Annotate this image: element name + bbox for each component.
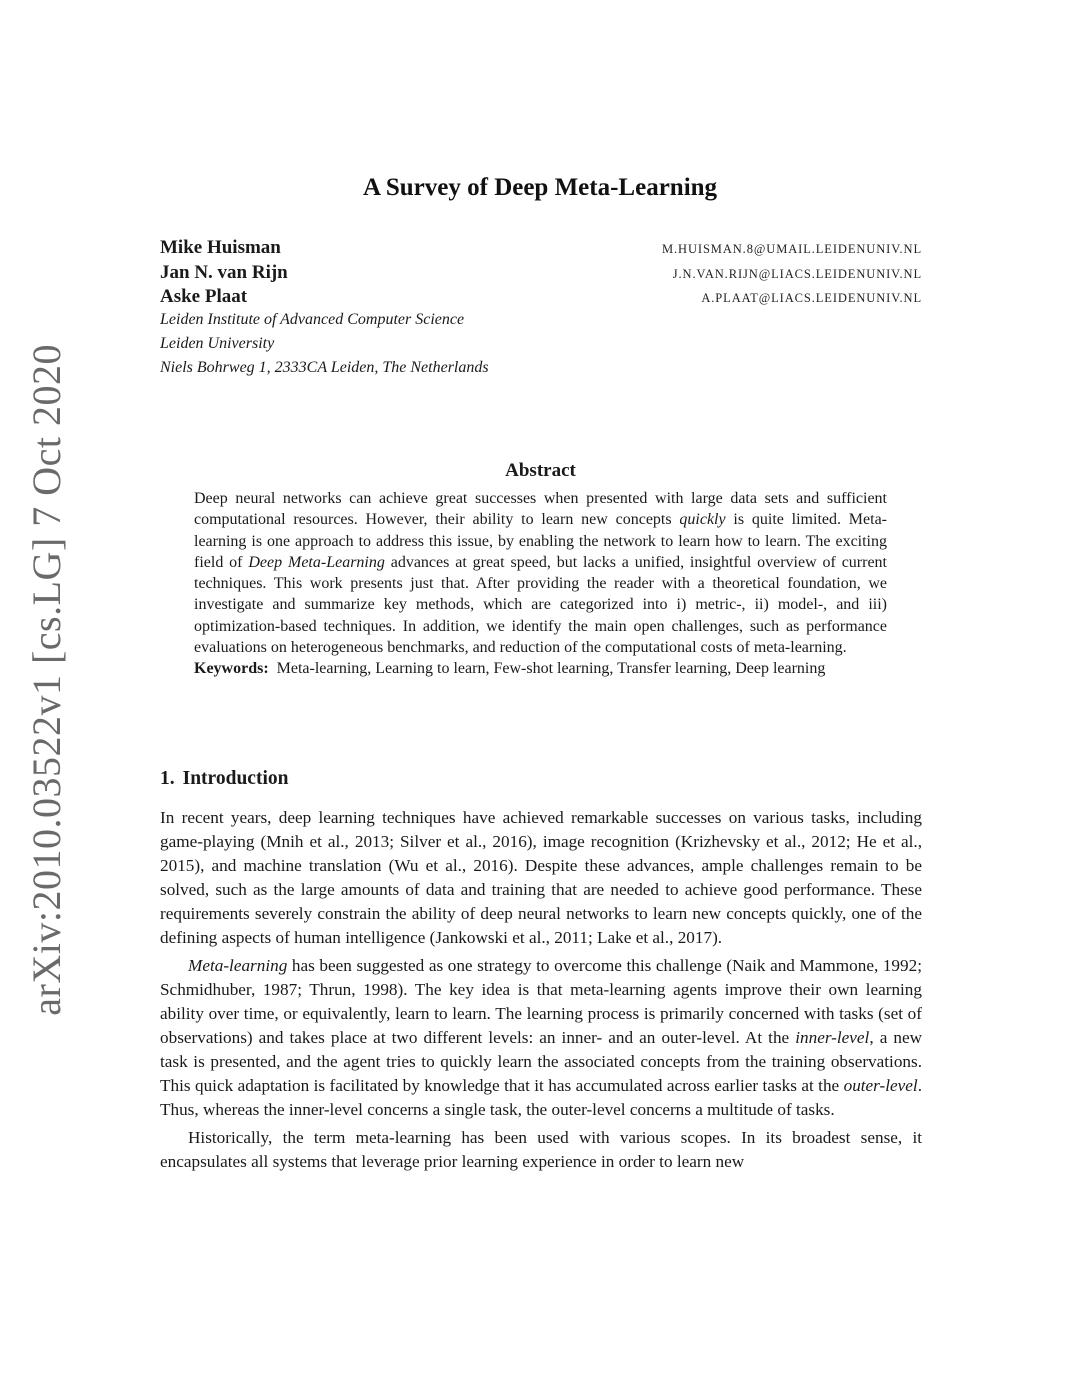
paragraph — [160, 954, 922, 1122]
keywords-line — [194, 658, 887, 679]
keywords-label: Keywords: — [194, 660, 269, 678]
paragraph-text: . Thus, whereas the inner-level concerns a single task, the outer-level concerns a multitude of tasks. — [160, 1076, 922, 1119]
section-heading — [160, 768, 922, 790]
paragraph-text: , a new task is presented, and the agent tries to quickly learn the associated concepts from the training observations. This quick adaptation is facilitated by knowledge that it has accumulated across earlier tasks at the — [160, 1028, 923, 1095]
abstract-text: advances at great speed, but lacks a unified, insightful overview of current techniques. This work presents just that. After providing the reader with a theoretical foundation, we investigate and summarize key methods, which are categorized into i) metric-, ii) model-, and iii) optimization-based techniques. In addition, we identify the main open challenges, such as performance evaluations on heterogeneous benchmarks, and reduction of the computational costs of meta-learning. — [194, 553, 888, 657]
paragraph: Historically, the term meta-learning has been used with various scopes. In its broadest sense, it encapsulates all systems that leverage prior learning experience in order to learn new — [160, 1128, 922, 1171]
abstract-emphasis: quickly — [679, 511, 726, 529]
paragraph-text: has been suggested as one strategy to overcome this challenge (Naik and Mammone, 1992; Schmidhuber, 1987; Thrun, 1998). The key idea is that meta-learning agents improve their own learning ability over time, or equivalently, learn to learn. The learning process is primarily concerned with tasks (set of observations) and takes place at two different levels: an inner- and an outer-level. At the — [160, 956, 922, 1047]
author-row — [160, 262, 922, 287]
affiliation-line: Leiden University — [160, 334, 275, 352]
paper-title: A Survey of Deep Meta-Learning — [362, 174, 718, 201]
arxiv-id-label: arXiv:2010.03522v1 [cs.LG] 7 Oct 2020 — [23, 344, 69, 1016]
abstract-section — [194, 460, 887, 680]
introduction-section — [160, 768, 922, 1178]
author-row — [160, 237, 922, 262]
keywords-list: Meta-learning, Learning to learn, Few-shot learning, Transfer learning, Deep learning — [276, 660, 826, 678]
author-name: Mike Huisman — [160, 237, 281, 258]
author-block — [160, 237, 922, 383]
paragraph: In recent years, deep learning techniques have achieved remarkable successes on various tasks, including game-playing (Mnih et al., 2013; Silver et al., 2016), image recognition (Krizhevsky et al., 2012; He et al., 2015), and machine translation (Wu et al., 2016). Despite these advances, ample challenges remain to be solved, such as the large amounts of data and training that are needed to achieve good performance. These requirements severely constrain the ability of deep neural networks to learn new concepts quickly, one of the defining aspects of human intelligence (Jankowski et al., 2011; Lake et al., 2017). — [160, 808, 922, 947]
author-email[interactable]: A.PLAAT@LIACS.LEIDENUNIV.NL — [701, 291, 922, 305]
arxiv-sidebar-stamp — [22, 344, 70, 1016]
affiliation-line: Leiden Institute of Advanced Computer Science — [160, 310, 465, 328]
author-email[interactable]: J.N.VAN.RIJN@LIACS.LEIDENUNIV.NL — [672, 266, 922, 281]
emphasis-term: Meta-learning — [188, 956, 288, 975]
author-row — [160, 286, 922, 311]
section-number: 1. — [160, 768, 175, 789]
abstract-body — [194, 488, 887, 658]
emphasis-term: inner-level — [795, 1028, 870, 1047]
abstract-emphasis: Deep Meta-Learning — [248, 553, 385, 571]
author-name: Aske Plaat — [160, 286, 248, 307]
emphasis-term: outer-level — [843, 1076, 918, 1095]
abstract-text: Deep neural networks can achieve great successes when presented with large data sets and sufficient computational resources. However, their ability to learn new concepts — [194, 490, 887, 529]
affiliation-line: Niels Bohrweg 1, 2333CA Leiden, The Netherlands — [160, 358, 489, 376]
author-name: Jan N. van Rijn — [160, 261, 288, 283]
abstract-heading: Abstract — [505, 460, 576, 481]
abstract-text: is quite limited. Meta-learning is one approach to address this issue, by enabling the network to learn how to learn. The exciting field of — [194, 511, 888, 571]
section-title: Introduction — [182, 768, 289, 789]
author-email[interactable]: M.HUISMAN.8@UMAIL.LEIDENUNIV.NL — [662, 242, 922, 256]
